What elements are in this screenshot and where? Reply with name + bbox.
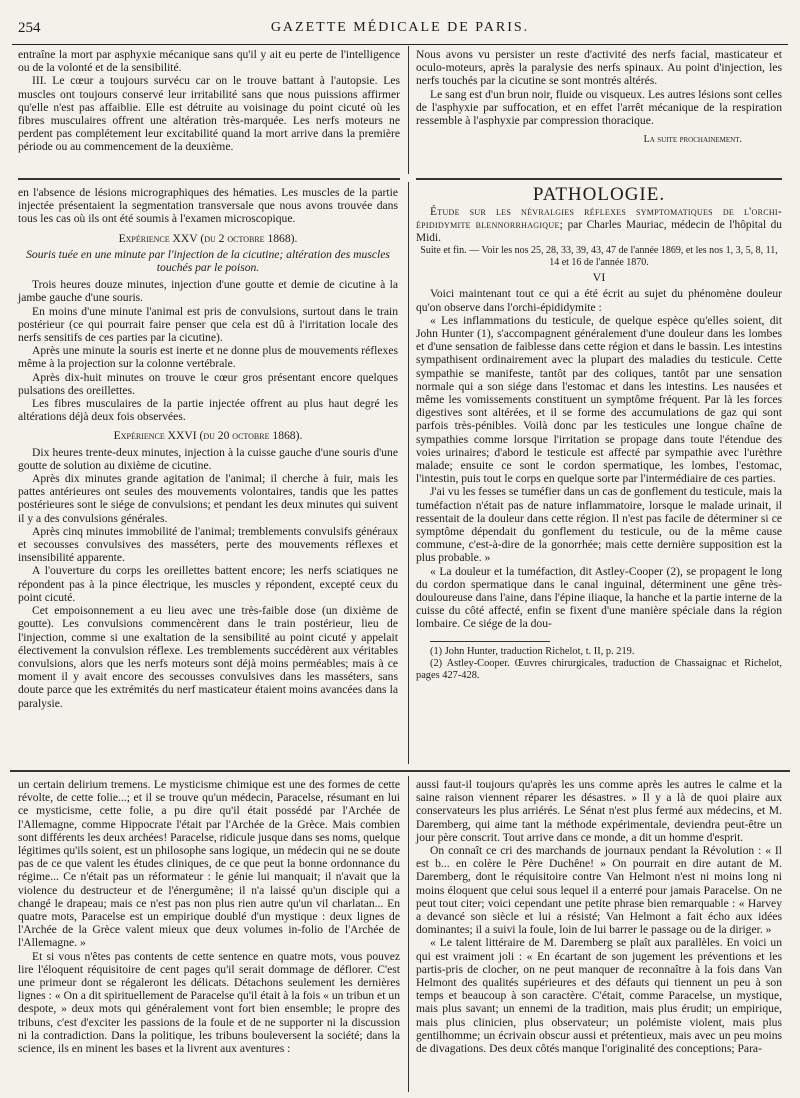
left-column xyxy=(18,186,398,710)
feuilleton-rule xyxy=(10,770,790,772)
experiment-25-title: Expérience XXV (du 2 octobre 1868). xyxy=(118,231,298,245)
paragraph: Et si vous n'êtes pas contents de cette sentence en quatre mots, vous pouvez lire l'éloquent réquisitoire de cent pages qu'il serait dommage de déflorer. C'est une primeur dont se régaleront les délicats. Détachons seulement les dernières lignes : « On a dit spirituellement de Paracelse qu'il était à la fois « un tribun et un despote, » deux mots qui généralement vont fort bien ensemble; le propre des tribuns, c'est d'exciter les passions de la foule et de ne supporter ni la discussion ni la contradiction. Dans la politique, les tribuns bouleversent la société; dans la science, ils en minent les bases et la livrent aux aventures : xyxy=(18,949,400,1056)
footnotes xyxy=(416,646,782,682)
column-divider xyxy=(408,46,409,174)
bottom-right-text xyxy=(416,778,782,1055)
paragraph: Après dix-huit minutes on trouve le cœur gros présentant encore quelques pulsations des oreillettes. xyxy=(18,370,398,397)
paragraph: entraîne la mort par asphyxie mécanique sans qu'il y ait eu perte de l'intelligence ou de la volonté et de la sensibilité. xyxy=(18,48,400,75)
paragraph: En moins d'une minute l'animal est pris de convulsions, surtout dans le train postérieur (ce qui pourrait faire penser que cela est dû à l'irritation locale des nerfs sensitifs de ces parties par la cicutine). xyxy=(18,304,398,345)
paragraph: Dix heures trente-deux minutes, injection à la cuisse gauche d'une souris d'une goutte de solution au dixième de cicutine. xyxy=(18,445,398,472)
paragraph: un certain delirium tremens. Le mysticisme chimique est une des formes de cette révolte, de cette folie...; et il se trouve qu'un médecin, Paracelse, résumant en lui ce mysticisme, cette folie, a pu dire qu'il était possédé par l'Archée de l'Allemagne, comme Hippocrate l'était par l'Archée de la Grèce. Mais combien sont différents les deux archées! Paracelse, ridicule jusque dans ses noms, quelque légitimes qu'ils soient, est un philosophe sans logique, un médecin qui ne se doute pas de ce que valent les études cliniques, de ce que peut la bonne ordonnance du régime... Ce n'était pas un réformateur : le génie lui manquait; il n'avait que la violence du destructeur et de l'énergumène; il n'a laissé qu'un disciple qui a changé le drapeau; mais ce n'est pas non plus rien autre qu'un vil charlatan... En quatre mots, Paracelse est un empirique doublé d'un mystique : deux lignes de l'Archée de la Grèce valent mieux que deux volumes in-folio de l'Archée de l'Allemagne. » xyxy=(18,778,400,950)
paragraph: « Les inflammations du testicule, de quelque espèce qu'elles soient, dit John Hunter (1), s'accompagnent généralement d'une douleur dans les lombes et d'une sensation de faiblesse dans cette région et dans le bassin. Les intestins sympathisent ordinairement avec la plupart des maladies du testicule. Cette sympathie se manifeste, tantôt par des coliques, tantôt par une sensation normale qui a son siége dans l'estomac et dans les intestins. Les nausées et même les vomissements constituent un symptôme fréquent. Par là les forces digestives sont altérées, et il se forme des accumulations de gaz qui sont parfois très-pénibles. Voilà donc par les testicules une longue chaîne de sympathies comme lorsque l'irritation se propage dans toute l'étendue des voies urinaires; d'abord le testicule est affecté par sympathie avec l'urèthre malade; ensuite ce sont le cordon spermatique, les lombes, l'estomac, l'intestin, puis tout le corps en quelque sorte par l'intermédiaire de ces parties. xyxy=(416,313,782,486)
section-rule-left xyxy=(18,178,400,180)
footnote: (1) John Hunter, traduction Richelot, t. II, p. 219. xyxy=(430,645,635,657)
paragraph: Après une minute la souris est inerte et ne donne plus de mouvements réflexes même à la projection sur la colonne vertébrale. xyxy=(18,344,398,371)
experiment-25-subtitle: Souris tuée en une minute par l'injection de la cicutine; altération des muscles touchés par le poison. xyxy=(26,247,390,275)
paragraph: Les fibres musculaires de la partie injectée offrent au plus haut degré les altérations déjà deux fois observées. xyxy=(18,397,398,424)
bottom-left-text xyxy=(18,778,400,1055)
paragraph: Après dix minutes grande agitation de l'animal; il cherche à fuir, mais les pattes antérieures ont seules des mouvements volontaires, tandis que les pattes postérieures sont le siége de convulsions; et pendant les deux minutes qui suivent il y a des convulsions générales. xyxy=(18,472,398,525)
paragraph: J'ai vu les fesses se tuméfier dans un cas de gonflement du testicule, mais la tuméfaction n'était pas de nature inflammatoire, lorsque le malade urinait, il ressentait de la douleur dans cette région. Il n'est pas facile de déterminer si ce symptôme dépendait du gonflement du testicule, ou de la même cause commune, c'est-à-dire de la gonorrhée; mais cette dernière supposition est la plus probable. » xyxy=(416,485,782,565)
continuation-note: Suite et fin. — Voir les nos 25, 28, 33, 39, 43, 47 de l'année 1869, et les nos 1, 3, 5, 8, 11, 14 et 16 de l'année 1870. xyxy=(420,245,778,268)
paragraph: en l'absence de lésions micrographiques des hématies. Les muscles de la partie injectée présentaient la segmentation transversale que nous avons trouvée dans tous les cas où ils ont été soumis à l'examen microscopique. xyxy=(18,186,398,226)
footnote-rule xyxy=(430,641,550,642)
column-divider xyxy=(408,182,409,764)
experiment-26-title: Expérience XXVI (du 20 octobre 1868). xyxy=(113,429,303,443)
paragraph: On connaît ce cri des marchands de journaux pendant la Révolution : « Il est b... en colère le Père Duchêne! » On pourrait en dire autant de M. Daremberg, dont le réquisitoire contre Van Helmont n'est ni moins long ni moins éloquent que celui sous lequel il a enterré pour jamais Paracelse. On ne peut tout citer; voici cependant une petite phrase bien remarquable : « Harvey a devancé son siècle et lui a résisté; Van Helmont a fait écho aux idées dominantes; il a suivi la foule, loin de lui barrer le passage ou de la diriger. » xyxy=(416,844,782,937)
paragraph: « Le talent littéraire de M. Daremberg se plaît aux parallèles. En voici un qui est vraiment joli : « En écartant de son jugement les préventions et les partis-pris de clocher, on ne peut manquer de reconnaître à la fois dans Van Helmont des qualités supérieures et des défauts qui tiennent un peu à son temps et beaucoup à son caractère. C'était, comme Paracelse, un mystique, mais plus savant; un ennemi de la tradition, mais plus érudit; un empirique, mais plus clinicien, plus observateur; un polémiste violent, mais plus gentilhomme; un écrivain obscur aussi et prétentieux, mais avec un peu moins de divagations. Des deux côtés manque l'originalité des conceptions; Para- xyxy=(416,936,782,1056)
footnote: (2) Astley-Cooper. Œuvres chirurgicales, traduction de Chassaignac et Richelot, pages 427-428. xyxy=(416,657,782,681)
paragraph: A l'ouverture du corps les oreillettes battent encore; les nerfs sciatiques ne répondent pas à la pince électrique, les muscles y répondent, excepté ceux du point cicuté. xyxy=(18,564,398,604)
journal-title: GAZETTE MÉDICALE DE PARIS. xyxy=(270,20,530,35)
paragraph: Nous avons vu persister un reste d'activité des nerfs facial, masticateur et oculo-moteurs, après la paralysie des nerfs spinaux. Au point d'injection, les nerfs touchés par la cicutine se sont montrés altérés. xyxy=(416,48,782,88)
paragraph: Le sang est d'un brun noir, fluide ou visqueux. Les autres lésions sont celles de l'asphyxie par suffocation, et en effet l'arrêt mécanique de la respiration ressemble à l'asphyxie par compression thoracique. xyxy=(416,87,782,128)
paragraph: Après cinq minutes immobilité de l'animal; tremblements convulsifs généraux et secousses convulsives des masséters, perte des mouvements réflexes et insensibilité apparente. xyxy=(18,524,398,565)
article-title-author: par Charles Mauriac, médecin de l'hôpital du Midi. xyxy=(416,219,782,245)
section-number: VI xyxy=(592,270,606,285)
paragraph: Voici maintenant tout ce qui a été écrit au sujet du phénomène douleur qu'on observe dans l'orchi-épididymite : xyxy=(416,287,782,314)
paragraph: Cet empoisonnement a eu lieu avec une très-faible dose (un dixième de goutte). Les convulsions commencèrent dans le train postérieur, lieu de l'injection, comme si une exaltation de la sensibilité au point cicuté y appelait électivement la convulsion réflexe. Les tremblements succédèrent aux véritables convulsions, alors que les nerfs moteurs sont déjà moins perméables; mais à ce moment il y avait encore des secousses convulsives dans les masséters, sans doute parce que les extrémités du nerf masticateur étaient moins avancées dans la paralysie. xyxy=(18,604,398,710)
top-left-text xyxy=(18,48,400,154)
top-right-text xyxy=(416,48,782,146)
section-title: PATHOLOGIE. xyxy=(532,184,666,205)
page-header xyxy=(12,18,788,45)
paragraph: « La douleur et la tuméfaction, dit Astley-Cooper (2), se propagent le long du cordon spermatique dans le canal inguinal, déterminent une gêne très-douloureuse dans l'aine, dans l'épine iliaque, la hanche et la partie interne de la cuisse du côté affecté, enfin se fixent d'une manière spéciale dans la région lombaire. Ce siége de la dou- xyxy=(416,564,782,631)
paragraph: Trois heures douze minutes, injection d'une goutte et demie de cicutine à la jambe gauche d'une souris. xyxy=(18,278,398,305)
to-be-continued: La suite prochainement. xyxy=(643,134,742,146)
paragraph: aussi faut-il toujours qu'après les uns comme après les autres le calme et la saine raison viennent réparer les désastres. » Il y a là de quoi plaire aux conservateurs les plus arriérés. Le Sénat n'est plus fermé aux médecins, et M. Daremberg, qui aime tant la méthode expérimentale, deviendra peut-être un jour père conscrit. Tout arrive dans ce monde, a dit un homme d'esprit. xyxy=(416,778,782,844)
right-column xyxy=(416,186,782,682)
section-rule-right xyxy=(416,178,782,180)
column-divider xyxy=(408,776,409,1092)
page-number: 254 xyxy=(18,20,41,36)
article-title xyxy=(416,206,782,245)
paragraph: III. Le cœur a toujours survécu car on le trouve battant à l'autopsie. Les muscles ont toujours conservé leur irritabilité sans que nous puissions affirmer qu'elle n'est pas affaiblie. Elle est détruite au voisinage du point cicuté où les fibres musculaires offrent une altération très-marquée. Les nerfs moteurs ne perdent pas complétement leur excitabilité quand la mort arrive dans la première période ou au commencement de la deuxième. xyxy=(18,74,400,154)
article-title-caps: Étude sur les névralgies réflexes symptomatiques de l'orchi-épididymite blennorrhagique; xyxy=(416,206,782,232)
